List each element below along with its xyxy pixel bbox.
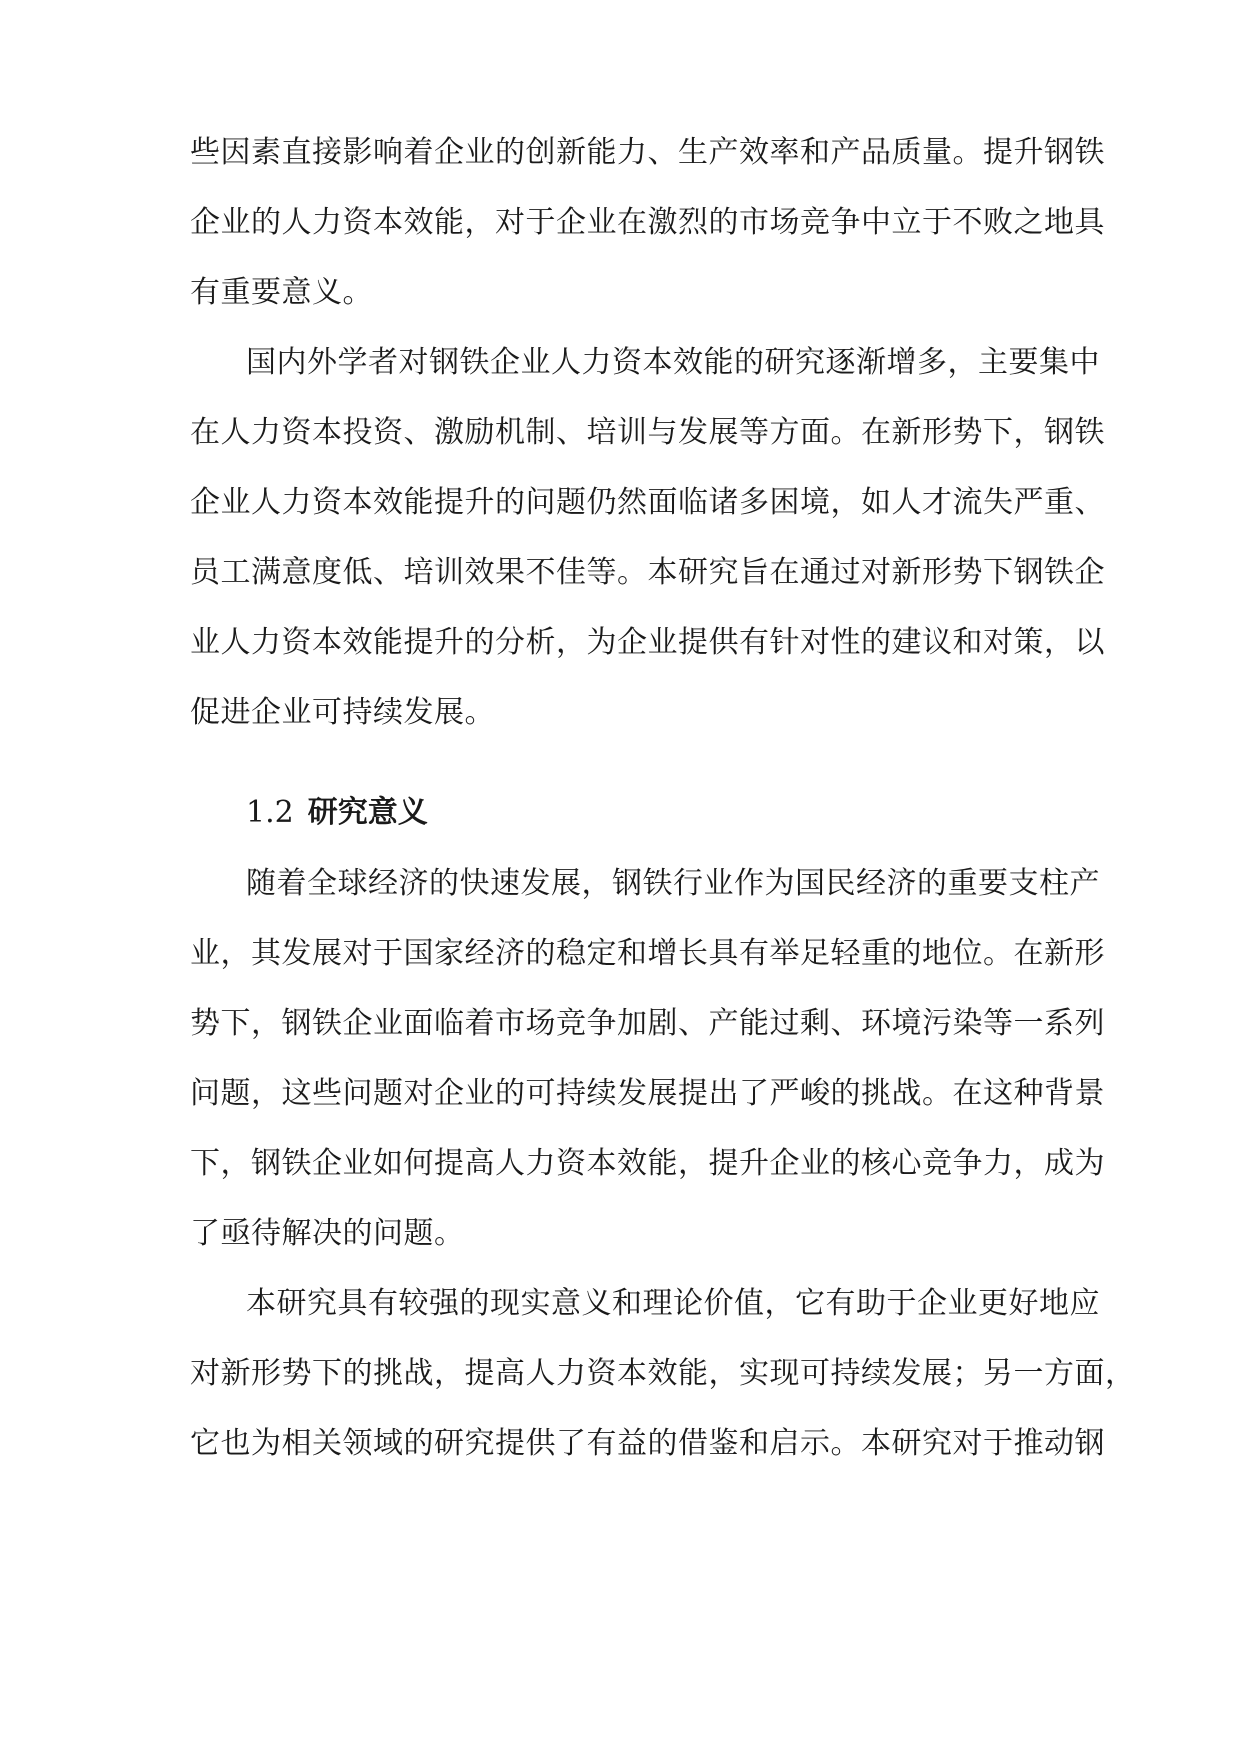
paragraph-3-line-5: 下，钢铁企业如何提高人力资本效能，提升企业的核心竞争力，成为	[190, 1146, 1105, 1181]
paragraph-1-line-3: 有重要意义。	[190, 275, 373, 310]
paragraph-3-line-6: 了亟待解决的问题。	[190, 1216, 465, 1251]
section-number: 1.2	[246, 795, 294, 830]
paragraph-3-line-4: 问题，这些问题对企业的可持续发展提出了严峻的挑战。在这种背景	[190, 1076, 1105, 1111]
paragraph-3-line-1: 随着全球经济的快速发展，钢铁行业作为国民经济的重要支柱产	[246, 866, 1100, 901]
paragraph-2-line-5: 业人力资本效能提升的分析，为企业提供有针对性的建议和对策，以	[190, 625, 1105, 660]
paragraph-2-line-4: 员工满意度低、培训效果不佳等。本研究旨在通过对新形势下钢铁企	[190, 555, 1105, 590]
section-title: 研究意义	[307, 795, 428, 830]
paragraph-2-line-1: 国内外学者对钢铁企业人力资本效能的研究逐渐增多，主要集中	[246, 345, 1100, 380]
paragraph-2-line-3: 企业人力资本效能提升的问题仍然面临诸多困境，如人才流失严重、	[190, 485, 1105, 520]
section-heading	[246, 793, 428, 833]
paragraph-4-line-2: 对新形势下的挑战，提高人力资本效能，实现可持续发展；另一方面，	[190, 1356, 1136, 1391]
paragraph-1-line-1: 些因素直接影响着企业的创新能力、生产效率和产品质量。提升钢铁	[190, 135, 1105, 170]
paragraph-1-line-2: 企业的人力资本效能，对于企业在激烈的市场竞争中立于不败之地具	[190, 205, 1105, 240]
paragraph-4-line-3: 它也为相关领域的研究提供了有益的借鉴和启示。本研究对于推动钢	[190, 1426, 1105, 1461]
paragraph-4-line-1: 本研究具有较强的现实意义和理论价值，它有助于企业更好地应	[246, 1286, 1100, 1321]
paragraph-3-line-3: 势下，钢铁企业面临着市场竞争加剧、产能过剩、环境污染等一系列	[190, 1006, 1105, 1041]
paragraph-2-line-2: 在人力资本投资、激励机制、培训与发展等方面。在新形势下，钢铁	[190, 415, 1105, 450]
paragraph-3-line-2: 业，其发展对于国家经济的稳定和增长具有举足轻重的地位。在新形	[190, 936, 1105, 971]
paragraph-2-line-6: 促进企业可持续发展。	[190, 695, 495, 730]
